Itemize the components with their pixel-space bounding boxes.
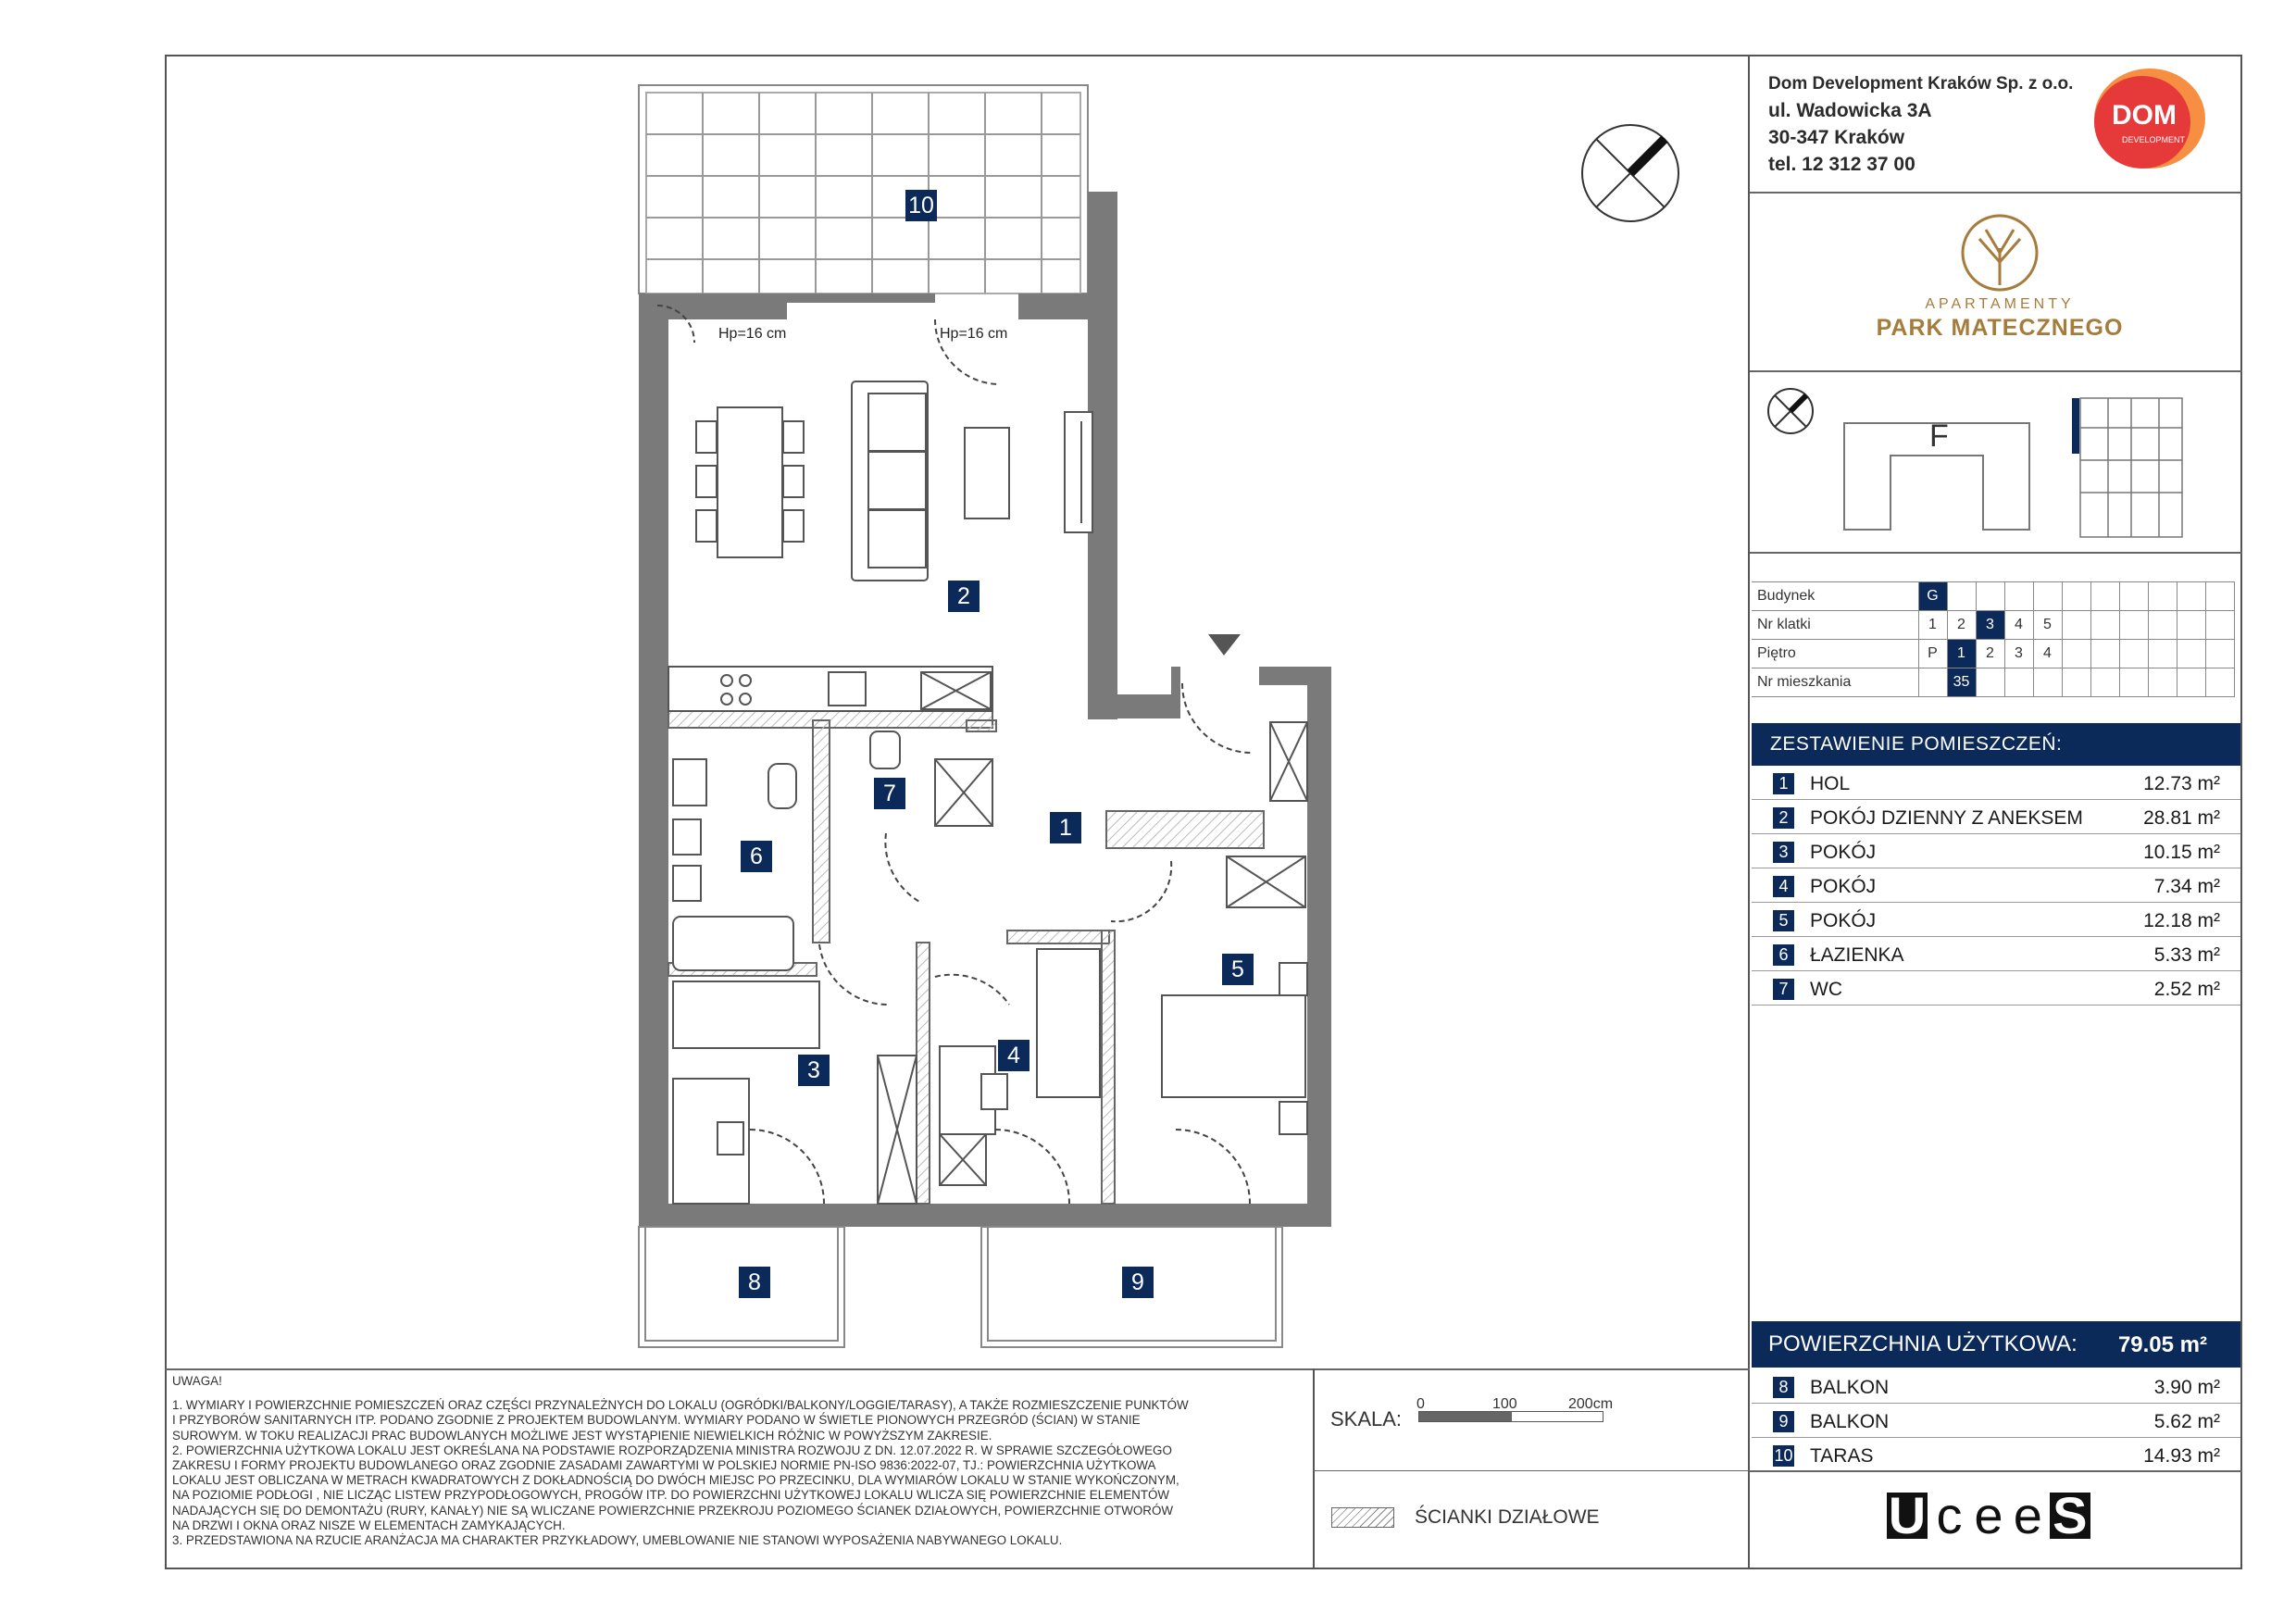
location-cell [2090,582,2119,611]
notes-scale-divider [1313,1368,1315,1569]
hp-note-right: Hp=16 cm [940,326,1008,342]
bathroom-fixtures [673,731,900,970]
partition-legend-swatch [1331,1507,1394,1528]
plan-label-1: 1 [1050,812,1081,843]
room-row-name: ŁAZIENKA [1810,944,1904,966]
location-cell [2119,582,2148,611]
location-cell [2205,640,2234,668]
plan-label-5: 5 [1222,954,1254,985]
room-row-name: POKÓJ [1810,842,1877,863]
bedroom-furniture [673,949,1307,1204]
partition-legend-label: ŚCIANKI DZIAŁOWE [1415,1506,1600,1528]
key-plan [1752,372,2240,552]
location-cell: 35 [1947,668,1976,697]
svg-text:DEVELOPMENT: DEVELOPMENT [2121,135,2186,144]
room-row-name: WC [1810,979,1842,1000]
location-cell [1947,582,1976,611]
room-row [1752,834,2240,868]
location-row-label: Nr mieszkania [1752,668,1918,697]
notes-line: SUROWYM. W TOKU REALIZACJI PRAC BUDOWLANYCH MOŻLIWE JEST WYSTĄPIENIE NIEWIELKICH RÓŻNIC W POWYŻSZYM ZAKRESIE. [172,1428,992,1443]
notes-block [172,1374,1283,1548]
room-row-name: POKÓJ DZIENNY Z ANEKSEM [1810,807,2083,829]
plan-label-6: 6 [741,841,772,872]
terrace-10 [639,85,1088,294]
scale-tick-100: 100 [1492,1396,1517,1412]
outdoor-row-name: BALKON [1810,1377,1890,1398]
plan-label-7: 7 [874,778,905,809]
outdoor-row-area: 14.93 m² [2143,1445,2220,1467]
outdoor-row-area: 3.90 m² [2153,1377,2220,1398]
location-cell [2004,668,2033,697]
rooms-list [1752,766,2240,1006]
park-matecznego-logo [1870,211,2129,350]
scale-label: SKALA: [1330,1407,1403,1430]
room-row-num: 2 [1773,807,1794,829]
notes-line: 1. WYMIARY I POWIERZCHNIE POMIESZCZEŃ ORAZ CZĘŚCI PRZYNALEŻNYCH DO LOKALU (OGRÓDKI/BALKONY/LOGGIE/TARASY), A TAKŻE ROZMIESZCZENIE PUNKTÓW [172,1398,1189,1413]
ucees-letter: c [1936,1486,1963,1544]
room-row-name: POKÓJ [1810,910,1877,931]
rooms-heading: ZESTAWIENIE POMIESZCZEŃ: [1752,723,2240,766]
notes-title: UWAGA! [172,1374,222,1388]
outdoor-row-num: 10 [1774,1446,1793,1465]
location-cell: 4 [2033,640,2062,668]
kitchen-counter [668,667,992,711]
notes-divider [165,1368,1750,1370]
location-cell [2062,582,2090,611]
brand-line-1: APARTAMENTY [1925,296,2075,312]
room-row-num: 6 [1773,944,1794,966]
location-cell: 1 [1947,640,1976,668]
plan-label-3: 3 [798,1055,830,1086]
notes-line: LOKALU JEST OBLICZANA W METRACH KWADRATOWYCH Z DOKŁADNOŚCIĄ DO DWÓCH MIEJSC PO PRZECINKU, DLA WYMIARÓW LOKALU W STANIE WYKOŃCZONYM, [172,1473,1179,1488]
total-value: 79.05 m² [2117,1332,2207,1357]
location-cell [2090,640,2119,668]
plan-label-2: 2 [948,581,980,612]
location-cell [2119,640,2148,668]
location-cell: 4 [2004,611,2033,640]
hp-note-left: Hp=16 cm [718,326,787,342]
notes-line: NA DRZWI I OKNA ORAZ NISZE W ELEMENTACH ZAMYKAJĄCYCH. [172,1518,566,1532]
dom-development-logo [2085,67,2209,170]
location-cell: 3 [1976,611,2004,640]
location-cell [1976,668,2004,697]
keyplan-compass-icon [1768,389,1813,433]
location-row [1752,611,2234,640]
location-cell [2148,640,2177,668]
ucees-logo [1887,1486,2090,1544]
keyplan-divider [1750,552,2242,554]
location-cell [2004,582,2033,611]
location-cell [2062,668,2090,697]
location-cell [2062,640,2090,668]
room-row [1752,766,2240,800]
location-row [1752,582,2234,611]
room-row-area: 12.73 m² [2143,773,2220,794]
ucees-letter: e [2013,1486,2042,1544]
total-label: POWIERZCHNIA UŻYTKOWA: [1768,1331,2078,1356]
location-cell: G [1918,582,1947,611]
plan-label-9: 9 [1122,1267,1154,1298]
location-cell [2205,582,2234,611]
brand-line-2: PARK MATECZNEGO [1876,315,2124,341]
notes-line: 2. POWIERZCHNIA UŻYTKOWA LOKALU JEST OKREŚLANA NA PODSTAWIE ROZPORZĄDZENIA MINISTRA ROZWOJU Z DN. 12.07.2022 R. W SPRAWIE SZCZEGÓŁOWEGO [172,1443,1172,1457]
location-cell [2033,582,2062,611]
notes-line: I PRZYBORÓW SANITARNYCH ITP. PODANO ZGODNIE Z PROJEKTEM BUDOWLANYM. WYMIARY PODANO W ŚWIETLE PIONOWYCH PRZEGRÓD (ŚCIAN) W STANIE [172,1413,1141,1428]
room-row-num: 5 [1773,910,1794,931]
room-row-num: 3 [1773,842,1794,863]
ucees-letter: S [2050,1493,2090,1539]
room-row-name: POKÓJ [1810,876,1877,897]
location-cell [2148,582,2177,611]
location-row-label: Piętro [1752,640,1918,668]
company-phone: tel. 12 312 37 00 [1768,154,1915,175]
total-area-bar [1752,1321,2240,1368]
location-cell: 3 [2004,640,2033,668]
location-cell [1918,668,1947,697]
location-cell [2205,668,2234,697]
location-row [1752,640,2234,668]
company-info [1768,70,2073,178]
room-row [1752,800,2240,834]
location-cell [2148,668,2177,697]
location-cell: 2 [1976,640,2004,668]
ucees-letter: e [1974,1486,2003,1544]
location-cell [1976,582,2004,611]
location-cell [2177,668,2205,697]
location-cell [2090,611,2119,640]
room-row-area: 28.81 m² [2143,807,2220,829]
scale-tick-200: 200cm [1568,1396,1614,1412]
ucees-divider [1750,1470,2242,1472]
outdoor-row [1752,1404,2240,1438]
location-cell: 2 [1947,611,1976,640]
outdoor-row-name: BALKON [1810,1411,1890,1432]
company-city: 30-347 Kraków [1768,127,1905,148]
tree-emblem-icon [1870,211,2129,294]
location-cell [2062,611,2090,640]
compass-icon [1579,122,1681,224]
room-row-area: 2.52 m² [2153,979,2220,1000]
notes-line: NADAJĄCYCH SIĘ DO DEMONTAŻU (RURY, KANAŁY) NIE SĄ WLICZANE POWIERZCHNIE PRZEKROJU POZIOMEGO ŚCIANEK DZIAŁOWYCH, POWIERZCHNIE OTWORÓW [172,1503,1174,1518]
room-row [1752,971,2240,1006]
company-street: ul. Wadowicka 3A [1768,100,1932,121]
outdoor-row-area: 5.62 m² [2153,1411,2220,1432]
location-row [1752,668,2234,697]
room-row-area: 10.15 m² [2143,842,2220,863]
outdoor-row-num: 8 [1773,1377,1794,1398]
location-cell [2119,668,2148,697]
company-name: Dom Development Kraków Sp. z o.o. [1768,74,2074,94]
location-cell [2177,582,2205,611]
header-divider [1750,192,2242,194]
room-row-num: 7 [1773,979,1794,1000]
location-cell [2148,611,2177,640]
entrance-arrow [1208,634,1241,656]
location-cell: 1 [1918,611,1947,640]
location-row-label: Budynek [1752,582,1918,611]
balconies [639,1227,1282,1347]
room-row [1752,868,2240,903]
outdoor-row-name: TARAS [1810,1445,1874,1467]
room-row-name: HOL [1810,773,1851,794]
notes-line: NA POZIOMIE PODŁOGI , NIE LICZĄC LISTEW PRZYPODŁOGOWYCH, PROGÓW ITP. DO POWIERZCHNI UŻYTKOWEJ LOKALU WLICZA SIĘ POWIERZCHNIE ELEMENTÓW [172,1488,1170,1503]
room-row-area: 5.33 m² [2153,944,2220,966]
plan-label-10: 10 [905,190,937,221]
notes-line: ZAKRESU I FORMY PROJEKTU BUDOWLANEGO ORAZ ZGODNIE ZASADAMI ZAWARTYMI W POLSKIEJ NORMIE PN-ISO 9836:2022-07, TJ.: POWIERZCHNIA UŻYTKOWA [172,1458,1156,1473]
location-cell [2205,611,2234,640]
ucees-letter: U [1888,1486,1927,1544]
location-cell [2119,611,2148,640]
room-row [1752,903,2240,937]
plan-label-4: 4 [998,1040,1029,1071]
location-cell: P [1918,640,1947,668]
dining-set [696,407,804,557]
location-cell [2090,668,2119,697]
room-row-num: 1 [1773,773,1794,794]
outdoor-row [1752,1369,2240,1404]
outdoor-row-num: 9 [1773,1411,1794,1432]
room-row-area: 7.34 m² [2153,876,2220,897]
location-row-label: Nr klatki [1752,611,1918,640]
scale-legend-divider [1313,1470,1750,1471]
keyplan-building-letter: F [1929,418,1949,454]
location-cell [2033,668,2062,697]
location-cell [2177,611,2205,640]
sofa [852,381,1092,581]
scale-tick-0: 0 [1416,1396,1425,1412]
location-cell: 5 [2033,611,2062,640]
room-row-num: 4 [1773,876,1794,897]
plan-label-8: 8 [739,1267,770,1298]
notes-line: 3. PRZEDSTAWIONA NA RZUCIE ARANŻACJA MA CHARAKTER PRZYKŁADOWY, UMEBLOWANIE NIE STANOWI WYPOSAŻENIA NABYWANEGO LOKALU. [172,1533,1063,1548]
outdoor-row [1752,1438,2240,1472]
room-row [1752,937,2240,971]
location-table [1752,581,2235,697]
room-row-area: 12.18 m² [2143,910,2220,931]
outdoor-list [1752,1369,2240,1472]
svg-text:DOM: DOM [2112,100,2177,131]
location-cell [2177,640,2205,668]
